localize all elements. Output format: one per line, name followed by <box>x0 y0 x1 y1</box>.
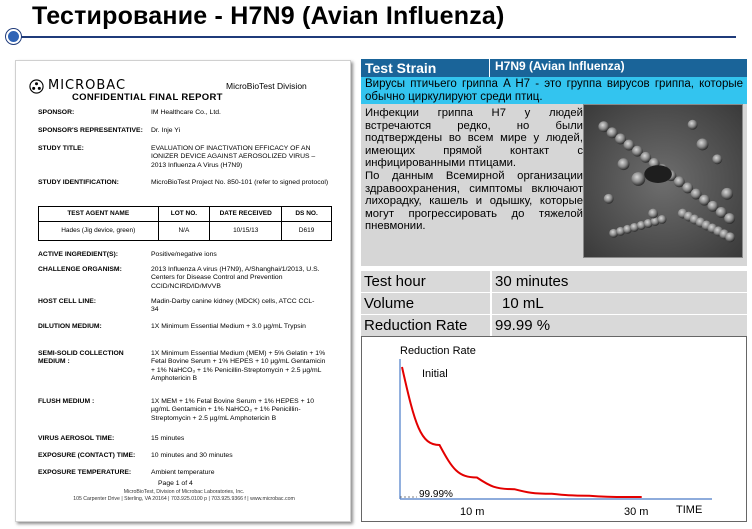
field-label: STUDY TITLE: <box>38 145 84 152</box>
table-cell: Hades (Jig device, green) <box>39 222 159 241</box>
field-value: Madin-Darby canine kidney (MDCK) cells, ATCC CCL-34 <box>151 298 315 314</box>
table-header-row <box>39 207 332 222</box>
field-value: Positive/negative ions <box>151 251 217 258</box>
strain-row <box>361 59 747 77</box>
table-cell: 10/15/13 <box>210 222 282 241</box>
description-intro: Вирусы птичьего гриппа A H7 - это группа вирусов гриппа, которые обычно циркулируют среди птиц. <box>361 77 747 104</box>
param-value: 10 mL <box>502 295 544 312</box>
field-value: MicroBioTest Project No. 850-101 (refer to signed protocol) <box>151 179 329 186</box>
param-row-volume <box>361 293 747 315</box>
virion-particle <box>618 158 630 170</box>
table-header-cell: DATE RECEIVED <box>210 207 282 222</box>
title-rule <box>14 36 736 38</box>
field-label: STUDY IDENTIFICATION: <box>38 179 119 186</box>
param-label: Test hour <box>364 273 426 290</box>
param-label: Volume <box>364 295 415 312</box>
table-cell: D619 <box>282 222 332 241</box>
chart-canvas <box>362 337 748 523</box>
param-value: 99.99 % <box>495 317 551 334</box>
title-bullet <box>6 29 21 44</box>
reduction-curve <box>402 367 642 497</box>
field-value: 10 minutes and 30 minutes <box>151 452 233 459</box>
field-value: EVALUATION OF INACTIVATION EFFICACY OF AN IONIZER DEVICE AGAINST AEROSOLIZED VIRUS – 2013 Influenza A Virus (H7N9) <box>151 145 316 169</box>
report-footer-address: 105 Carpenter Drive | Sterling, VA 20164 | 703.925.0100 p | 703.925.9366 f | www.microbac.com <box>73 496 295 502</box>
initial-annotation: Initial <box>422 368 448 380</box>
logo-text: MICROBAC <box>48 78 127 93</box>
field-value: IM Healthcare Co., Ltd. <box>151 109 221 116</box>
microbac-logo-icon <box>29 79 44 94</box>
virion-particle <box>604 194 614 204</box>
table-header-cell: LOT NO. <box>158 207 210 222</box>
row-separator <box>361 292 747 293</box>
virion-particle <box>725 232 735 242</box>
field-value: Ambient temperature <box>151 469 215 476</box>
field-value: 2013 Influenza A virus (H7N9), A/Shanghai/1/2013, U.S. Centers for Disease Control and Prevention CCID/NCIRD/ID/MVVB <box>151 266 320 290</box>
virion-particle <box>648 209 658 219</box>
field-label: EXPOSURE TEMPERATURE: <box>38 469 132 476</box>
field-value: Dr. Inje Yi <box>151 127 181 134</box>
description-paragraph: Инфекции гриппа H7 у людей встречаются редко, но были подтверждены во всем мире у людей, имеющих прямой контакт с инфицированными птицами. <box>365 107 583 170</box>
report-footer: MicroBioTest, Division of Microbac Laboratories, Inc. <box>123 489 245 495</box>
virion-particle <box>697 139 709 151</box>
virion-particle <box>721 188 733 200</box>
field-label: VIRUS AEROSOL TIME: <box>38 435 115 442</box>
virion-particle <box>688 120 698 130</box>
y-axis-label: Reduction Rate <box>400 345 476 357</box>
virion-particle <box>724 213 735 224</box>
report-document <box>15 60 351 522</box>
virus-micrograph-icon <box>584 105 742 257</box>
virion-particle <box>631 172 645 186</box>
field-label: SEMI-SOLID COLLECTION MEDIUM : <box>38 350 124 366</box>
param-value: 30 minutes <box>495 273 569 290</box>
x-tick-label: 10 m <box>460 506 485 518</box>
field-value: 1X Minimum Essential Medium + 3.0 µg/mL Trypsin <box>151 323 306 330</box>
virus-micrograph-image <box>583 104 743 258</box>
description-text <box>365 107 583 233</box>
dark-particle <box>644 165 672 183</box>
param-row-test-hour <box>361 271 747 293</box>
field-label: ACTIVE INGREDIENT(S): <box>38 251 119 258</box>
description-block <box>361 104 747 266</box>
strain-value: H7N9 (Avian Influenza) <box>490 59 747 77</box>
x-tick-label: 30 m <box>624 506 649 518</box>
table-row <box>39 222 332 241</box>
strain-label: Test Strain <box>361 59 489 77</box>
report-heading: CONFIDENTIAL FINAL REPORT <box>72 92 223 103</box>
x-axis-label: TIME <box>676 504 703 516</box>
row-separator <box>361 314 747 315</box>
field-value: 1X MEM + 1% Fetal Bovine Serum + 1% HEPES + 10 µg/mL Gentamicin + 1% NaHCO₃ + 1% Penicillin-Streptomycin + 2.5 µg/mL Amphotericin B <box>151 398 315 422</box>
page-number: Page 1 of 4 <box>158 480 193 487</box>
field-label: SPONSOR'S REPRESENTATIVE: <box>38 127 143 134</box>
final-annotation: 99.99% <box>419 489 453 500</box>
slide-title: Тестирование - H7N9 (Avian Influenza) <box>32 2 505 30</box>
virion-particle <box>658 215 667 224</box>
field-label: FLUSH MEDIUM : <box>38 398 95 405</box>
test-agent-table <box>38 206 332 241</box>
param-label: Reduction Rate <box>364 317 468 334</box>
table-header-cell: TEST AGENT NAME <box>39 207 159 222</box>
description-paragraph: По данным Всемирной организации здравоохранения, симптомы включают лихорадку, кашель и одышку, которые могут прогрессировать до тяжелой пневмонии. <box>365 169 583 233</box>
reduction-rate-chart <box>361 336 747 522</box>
field-label: CHALLENGE ORGANISM: <box>38 266 122 273</box>
virion-particle <box>712 154 722 164</box>
division-name: MicroBioTest Division <box>226 81 307 91</box>
param-row-reduction-rate <box>361 315 747 337</box>
field-label: DILUTION MEDIUM: <box>38 323 102 330</box>
table-header-cell: DS NO. <box>282 207 332 222</box>
table-cell: N/A <box>158 222 210 241</box>
field-label: SPONSOR: <box>38 109 75 116</box>
field-label: HOST CELL LINE: <box>38 298 97 305</box>
field-label: EXPOSURE (CONTACT) TIME: <box>38 452 136 459</box>
field-value: 15 minutes <box>151 435 185 442</box>
field-value: 1X Minimum Essential Medium (MEM) + 5% Gelatin + 1% Fetal Bovine Serum + 1% HEPES + 10 µg/mL Gentamicin + 1% NaHCO₃ + 1% Penicillin-Streptomycin + 2.5 µg/mL Amphotericin B <box>151 350 326 383</box>
